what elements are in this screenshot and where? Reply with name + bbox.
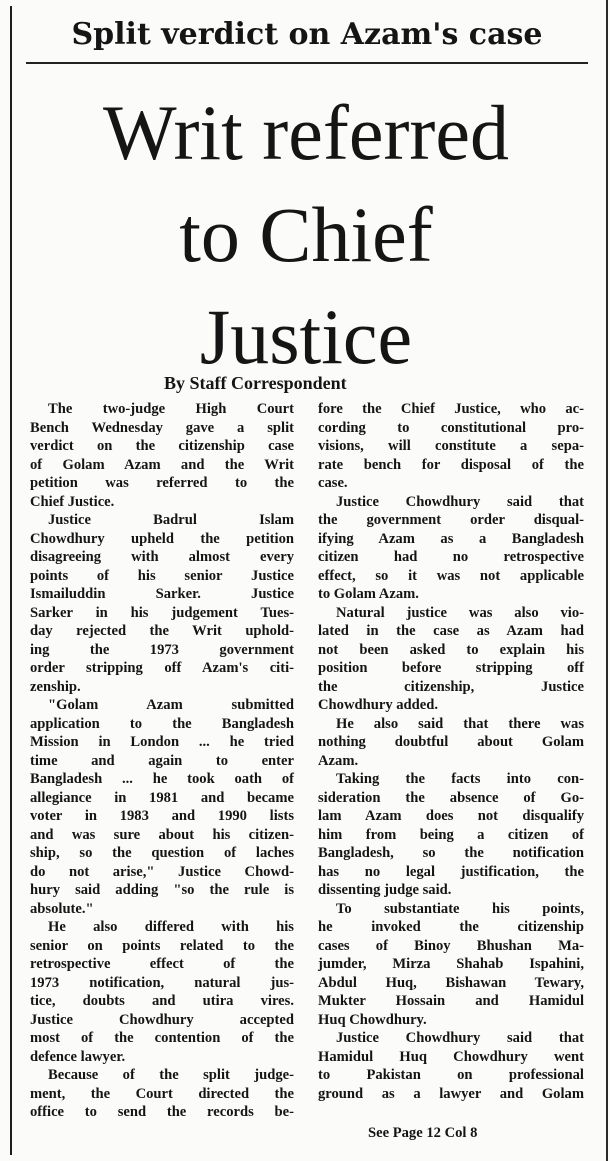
text-line: Chief Justice. bbox=[30, 493, 115, 510]
text-line: cording to constitutional pro- bbox=[318, 419, 584, 436]
text-line: he invoked the citizenship bbox=[318, 919, 584, 935]
headline-line-3: Justice bbox=[199, 293, 413, 380]
text-line: Justice Chowdhury said that bbox=[336, 1030, 584, 1046]
text-line: senior on points related to the bbox=[30, 937, 294, 954]
text-line: nothing doubtful about Golam bbox=[318, 734, 584, 750]
text-line: to Pakistan on professional bbox=[318, 1067, 584, 1083]
text-line: zenship. bbox=[30, 678, 81, 695]
text-line: ment, the Court directed the bbox=[30, 1085, 294, 1102]
text-line: Chowdhury added. bbox=[318, 697, 439, 713]
text-line: application to the Bangladesh bbox=[30, 715, 294, 732]
right-column-rule bbox=[606, 0, 608, 1161]
text-line: voter in 1983 and 1990 lists bbox=[30, 808, 294, 824]
text-line: day rejected the Writ uphold- bbox=[30, 623, 294, 639]
text-line: Because of the split judge- bbox=[48, 1067, 294, 1083]
text-line: Sarker in his judgement Tues- bbox=[30, 604, 294, 621]
text-line: case. bbox=[318, 475, 348, 491]
text-line: him from being a citizen of bbox=[318, 826, 584, 843]
text-line: of Golam Azam and the Writ bbox=[30, 456, 294, 473]
text-line: Natural justice was also vio- bbox=[336, 604, 584, 621]
text-line: Bangladesh ... he took oath of bbox=[30, 771, 294, 787]
text-line: not been asked to explain his bbox=[318, 641, 584, 658]
text-line: hury said adding "so the rule is bbox=[30, 882, 294, 898]
text-line: absolute." bbox=[30, 900, 94, 917]
headline-line-1: Writ referred bbox=[102, 89, 510, 176]
text-line: petition was referred to the bbox=[30, 475, 294, 491]
text-line: lam Azam does not disqualify bbox=[318, 808, 584, 824]
text-line: verdict on the citizenship case bbox=[30, 438, 294, 454]
text-line: ship, so the question of laches bbox=[30, 845, 294, 861]
text-line: order stripping off Azam's citi- bbox=[30, 660, 294, 676]
text-line: the government order disqual- bbox=[318, 512, 584, 528]
text-line: fore the Chief Justice, who ac- bbox=[318, 401, 584, 417]
text-line: Hamidul Huq Chowdhury went bbox=[318, 1048, 584, 1065]
text-line: ifying Azam as a Bangladesh bbox=[318, 530, 584, 547]
kicker-headline: Split verdict on Azam's case bbox=[71, 17, 543, 52]
text-line: jumder, Mirza Shahab Ispahini, bbox=[318, 956, 584, 972]
text-line: office to send the records be- bbox=[30, 1104, 294, 1120]
continuation-note: See Page 12 Col 8 bbox=[368, 1125, 478, 1141]
text-line: Bench Wednesday gave a split bbox=[30, 419, 294, 436]
text-line: Justice Badrul Islam bbox=[48, 512, 294, 528]
byline: By Staff Correspondent bbox=[164, 373, 347, 393]
text-line: Taking the facts into con- bbox=[336, 771, 584, 787]
headline-line-2: to Chief bbox=[179, 191, 433, 278]
text-line: Abdul Huq, Bishawan Tewary, bbox=[318, 974, 584, 991]
text-line: most of the contention of the bbox=[30, 1030, 294, 1046]
text-line: effect, so it was not applicable bbox=[318, 567, 584, 584]
kicker-underline bbox=[26, 62, 588, 64]
text-line: 1973 notification, natural jus- bbox=[30, 974, 294, 991]
text-line: rate bench for disposal of the bbox=[318, 456, 584, 473]
text-line: Justice Chowdhury accepted bbox=[30, 1011, 294, 1028]
text-line: ground as a lawyer and Golam bbox=[318, 1085, 584, 1102]
main-headline bbox=[14, 82, 598, 388]
text-line: citizen had no retrospective bbox=[318, 549, 584, 565]
text-line: To substantiate his points, bbox=[336, 900, 584, 917]
text-line: the citizenship, Justice bbox=[318, 678, 584, 695]
text-line: Azam. bbox=[318, 752, 359, 769]
text-line: Bangladesh, so the notification bbox=[318, 845, 584, 861]
text-line: The two-judge High Court bbox=[48, 401, 294, 417]
text-line: Ismailuddin Sarker. Justice bbox=[30, 586, 294, 602]
text-line: tice, doubts and utira vires. bbox=[30, 993, 294, 1009]
text-line: cases of Binoy Bhushan Ma- bbox=[318, 937, 584, 954]
article-column-left bbox=[30, 400, 294, 1122]
text-line: He also said that there was bbox=[336, 715, 584, 732]
text-line: to Golam Azam. bbox=[318, 586, 419, 602]
text-line: defence lawyer. bbox=[30, 1048, 126, 1065]
text-line: points of his senior Justice bbox=[30, 567, 294, 584]
text-line: retrospective effect of the bbox=[30, 956, 294, 972]
text-line: ing the 1973 government bbox=[30, 641, 294, 658]
text-line: "Golam Azam submitted bbox=[48, 697, 294, 713]
text-line: Mukter Hossain and Hamidul bbox=[318, 993, 584, 1009]
article-column-right bbox=[318, 400, 584, 1103]
text-line: Mission in London ... he tried bbox=[30, 734, 294, 750]
text-line: Justice Chowdhury said that bbox=[336, 493, 584, 510]
text-line: Chowdhury upheld the petition bbox=[30, 530, 294, 547]
text-line: lated in the case as Azam had bbox=[318, 623, 584, 639]
text-line: disagreeing with almost every bbox=[30, 549, 294, 565]
text-line: and was sure about his citizen- bbox=[30, 826, 294, 843]
text-line: has no legal justification, the bbox=[318, 863, 584, 880]
text-line: time and again to enter bbox=[30, 752, 294, 769]
text-line: He also differed with his bbox=[48, 919, 294, 935]
text-line: position before stripping off bbox=[318, 660, 584, 676]
text-line: Huq Chowdhury. bbox=[318, 1011, 427, 1028]
text-line: do not arise," Justice Chowd- bbox=[30, 863, 294, 880]
text-line: allegiance in 1981 and became bbox=[30, 789, 294, 806]
left-column-rule bbox=[10, 6, 12, 1155]
text-line: visions, will constitute a sepa- bbox=[318, 438, 584, 454]
text-line: sideration the absence of Go- bbox=[318, 789, 584, 806]
text-line: dissenting judge said. bbox=[318, 882, 452, 898]
